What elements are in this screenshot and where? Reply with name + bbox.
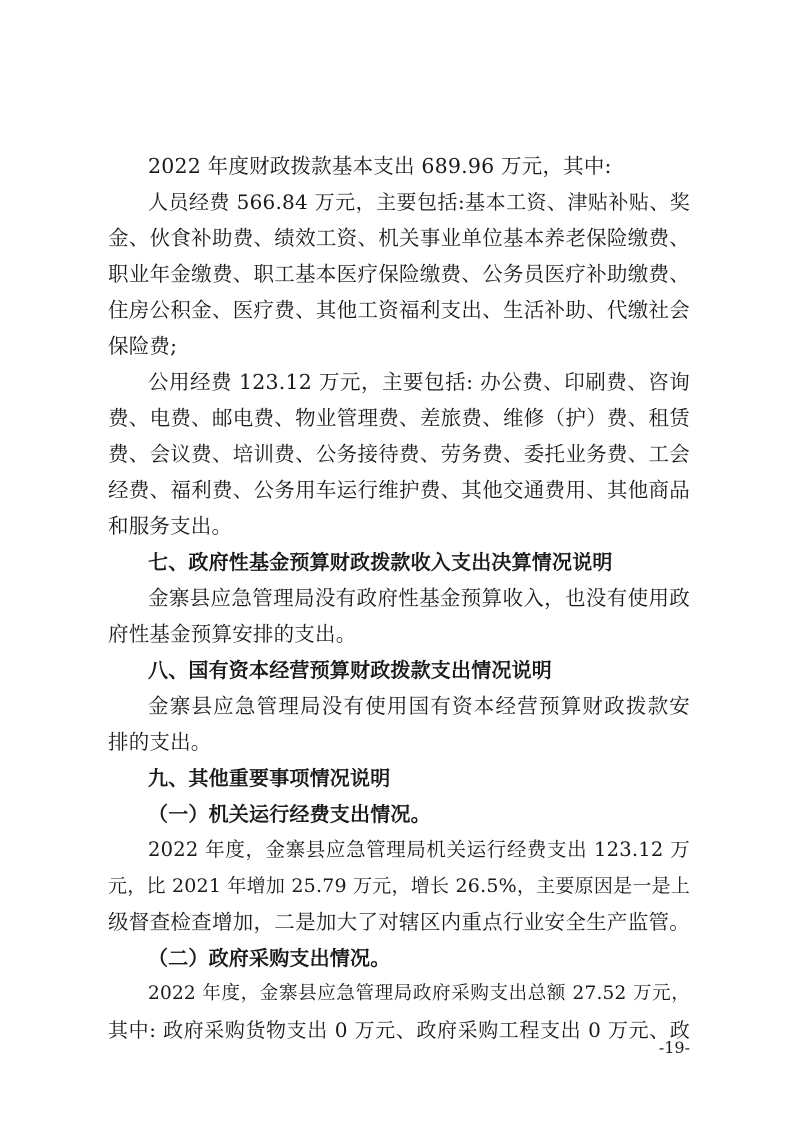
paragraph-line: 费、会议费、培训费、公务接待费、劳务费、委托业务费、工会 xyxy=(108,442,690,466)
paragraph-line: 金、伙食补助费、绩效工资、机关事业单位基本养老保险缴费、 xyxy=(108,226,690,250)
paragraph-line: 金寨县应急管理局没有政府性基金预算收入，也没有使用政 xyxy=(148,586,690,610)
paragraph-line: 职业年金缴费、职工基本医疗保险缴费、公务员医疗补助缴费、 xyxy=(108,262,690,286)
paragraph-line: 和服务支出。 xyxy=(108,514,233,538)
paragraph-line: 级督查检查增加，二是加大了对辖区内重点行业安全生产监管。 xyxy=(108,910,690,934)
paragraph-line: 2022 年度财政拨款基本支出 689.96 万元，其中: xyxy=(148,154,612,178)
subsection-heading: （二）政府采购支出情况。 xyxy=(148,946,391,970)
subsection-heading: （一）机关运行经费支出情况。 xyxy=(148,802,431,826)
paragraph-line: 金寨县应急管理局没有使用国有资本经营预算财政拨款安 xyxy=(148,694,690,718)
paragraph-line: 住房公积金、医疗费、其他工资福利支出、生活补助、代缴社会 xyxy=(108,298,690,322)
page-number: -19- xyxy=(658,1038,690,1057)
paragraph-line: 其中: 政府采购货物支出 0 万元、政府采购工程支出 0 万元、政 xyxy=(108,1018,690,1042)
paragraph-line: 人员经费 566.84 万元，主要包括:基本工资、津贴补贴、奖 xyxy=(148,190,690,214)
section-heading: 九、其他重要事项情况说明 xyxy=(148,766,391,790)
section-heading: 七、政府性基金预算财政拨款收入支出决算情况说明 xyxy=(148,550,613,574)
paragraph-line: 公用经费 123.12 万元，主要包括: 办公费、印刷费、咨询 xyxy=(148,370,690,394)
paragraph-line: 府性基金预算安排的支出。 xyxy=(108,622,357,646)
paragraph-line: 保险费; xyxy=(108,334,178,358)
paragraph-line: 2022 年度，金寨县应急管理局政府采购支出总额 27.52 万元， xyxy=(148,983,690,1004)
paragraph-line: 排的支出。 xyxy=(108,730,212,754)
paragraph-line: 经费、福利费、公务用车运行维护费、其他交通费用、其他商品 xyxy=(108,478,690,502)
section-heading: 八、国有资本经营预算财政拨款支出情况说明 xyxy=(148,658,552,682)
paragraph-line: 2022 年度，金寨县应急管理局机关运行经费支出 123.12 万 xyxy=(148,838,690,861)
paragraph-line: 元，比 2021 年增加 25.79 万元，增长 26.5%，主要原因是一是上 xyxy=(108,875,690,897)
paragraph-line: 费、电费、邮电费、物业管理费、差旅费、维修（护）费、租赁 xyxy=(108,406,690,430)
